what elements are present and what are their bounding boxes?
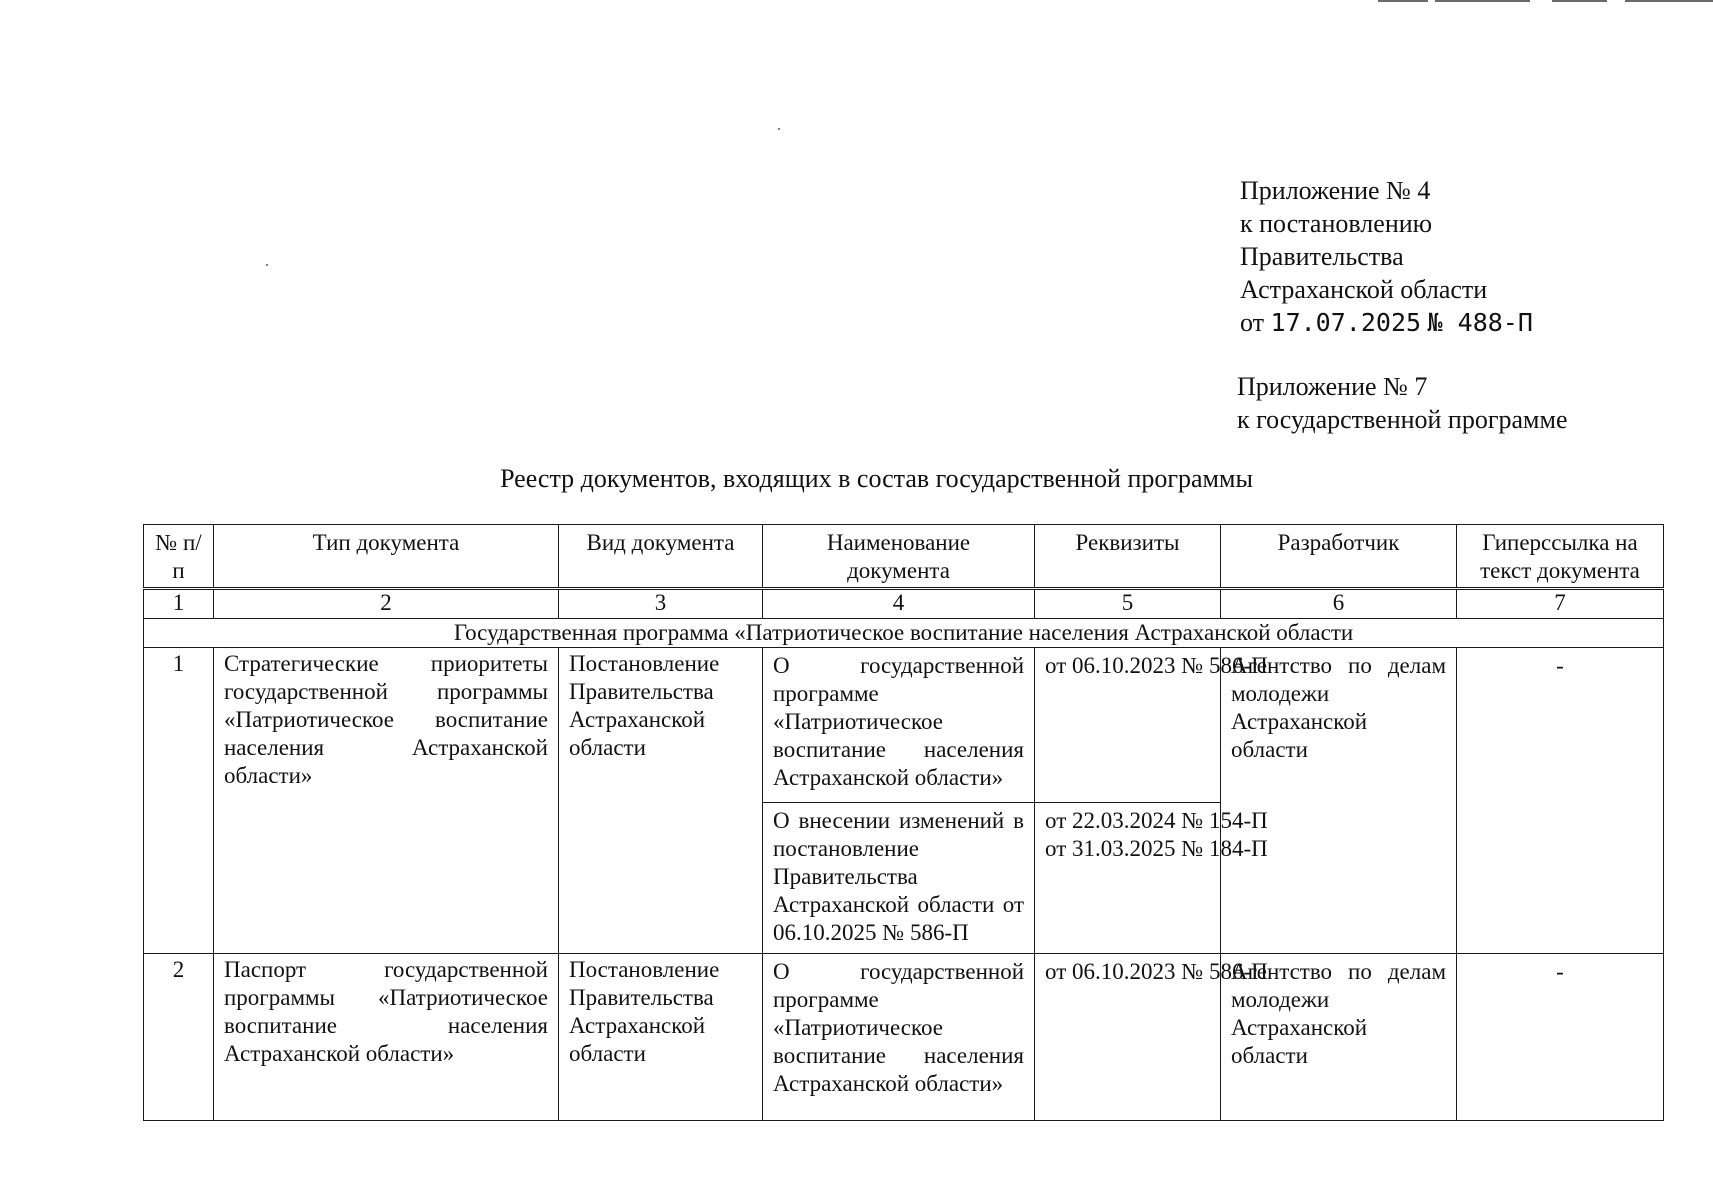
appendix-line: Астраханской области [1240, 275, 1488, 304]
column-numbers-row [144, 589, 1664, 619]
appendix-resolution-block [1240, 174, 1533, 339]
column-number: 7 [1457, 589, 1664, 619]
doc-name-cell: О государственной программе «Патриотическое воспитание населения Астраханской области» [763, 648, 1035, 803]
scan-artifact-line [1435, 0, 1530, 2]
scan-artifact-line [1625, 0, 1713, 2]
developer-cell: Агентство по делам молодежи Астраханской области [1221, 648, 1457, 954]
doc-name-cell: О государственной программе «Патриотическое воспитание населения Астраханской области» [763, 954, 1035, 1121]
table-row [144, 648, 1664, 803]
header-developer: Разработчик [1221, 525, 1457, 589]
column-number: 6 [1221, 589, 1457, 619]
header-doc-type: Тип документа [214, 525, 559, 589]
document-title: Реестр документов, входящих в состав государственной программы [500, 464, 1253, 493]
requisites-line: от 31.03.2025 № 184-П [1045, 836, 1268, 861]
doc-kind-cell: Постановление Правительства Астраханской области [559, 648, 763, 954]
scan-artifact-line [1378, 0, 1428, 2]
doc-kind-cell: Постановление Правительства Астраханской области [559, 954, 763, 1121]
hyperlink-cell: - [1457, 648, 1664, 954]
header-doc-name: Наименование документа [763, 525, 1035, 589]
doc-type-cell: Стратегические приоритеты государственной программы «Патриотическое воспитание населения Астраханской области» [214, 648, 559, 954]
date-prefix: от [1240, 308, 1265, 337]
column-number: 3 [559, 589, 763, 619]
table-header-row [144, 525, 1664, 589]
appendix-line: к государственной программе [1237, 405, 1568, 434]
hyperlink-cell: - [1457, 954, 1664, 1121]
resolution-date: 17.07.2025 [1270, 308, 1422, 337]
requisites-line: от 22.03.2024 № 154-П [1045, 808, 1268, 833]
scan-speck [778, 128, 780, 130]
header-num: № п/п [144, 525, 214, 589]
appendix-program-block [1237, 370, 1568, 436]
doc-type-cell: Паспорт государственной программы «Патриотическое воспитание населения Астраханской области» [214, 954, 559, 1121]
requisites-cell [1035, 954, 1268, 1121]
doc-name-cell: О внесении изменений в постановление Правительства Астраханской области от 06.10.2025 № 586-П [763, 803, 1035, 954]
scan-artifact-line [1552, 0, 1607, 2]
appendix-line: Правительства [1240, 242, 1404, 271]
requisites-cell [1035, 803, 1268, 954]
table-row [144, 954, 1664, 1121]
program-name-cell: Государственная программа «Патриотическое воспитание населения Астраханской области [144, 619, 1664, 648]
appendix-title: Приложение № 7 [1237, 372, 1428, 401]
header-requisites: Реквизиты [1035, 525, 1221, 589]
resolution-number: № 488-П [1427, 308, 1533, 337]
row-number: 2 [144, 954, 214, 1121]
program-section-row [144, 619, 1664, 648]
column-number: 1 [144, 589, 214, 619]
appendix-title: Приложение № 4 [1240, 176, 1431, 205]
header-hyperlink: Гиперссылка на текст документа [1457, 525, 1664, 589]
header-doc-kind: Вид документа [559, 525, 763, 589]
requisites-cell [1035, 648, 1268, 803]
developer-cell: Агентство по делам молодежи Астраханской области [1221, 954, 1457, 1121]
appendix-date-line [1240, 306, 1533, 339]
column-number: 2 [214, 589, 559, 619]
row-number: 1 [144, 648, 214, 954]
scan-speck [266, 264, 268, 266]
requisites-line: от 06.10.2023 № 586-П [1045, 653, 1268, 678]
documents-registry-table [143, 524, 1664, 1121]
column-number: 5 [1035, 589, 1221, 619]
requisites-line: от 06.10.2023 № 586-П [1045, 959, 1268, 984]
column-number: 4 [763, 589, 1035, 619]
appendix-line: к постановлению [1240, 209, 1433, 238]
